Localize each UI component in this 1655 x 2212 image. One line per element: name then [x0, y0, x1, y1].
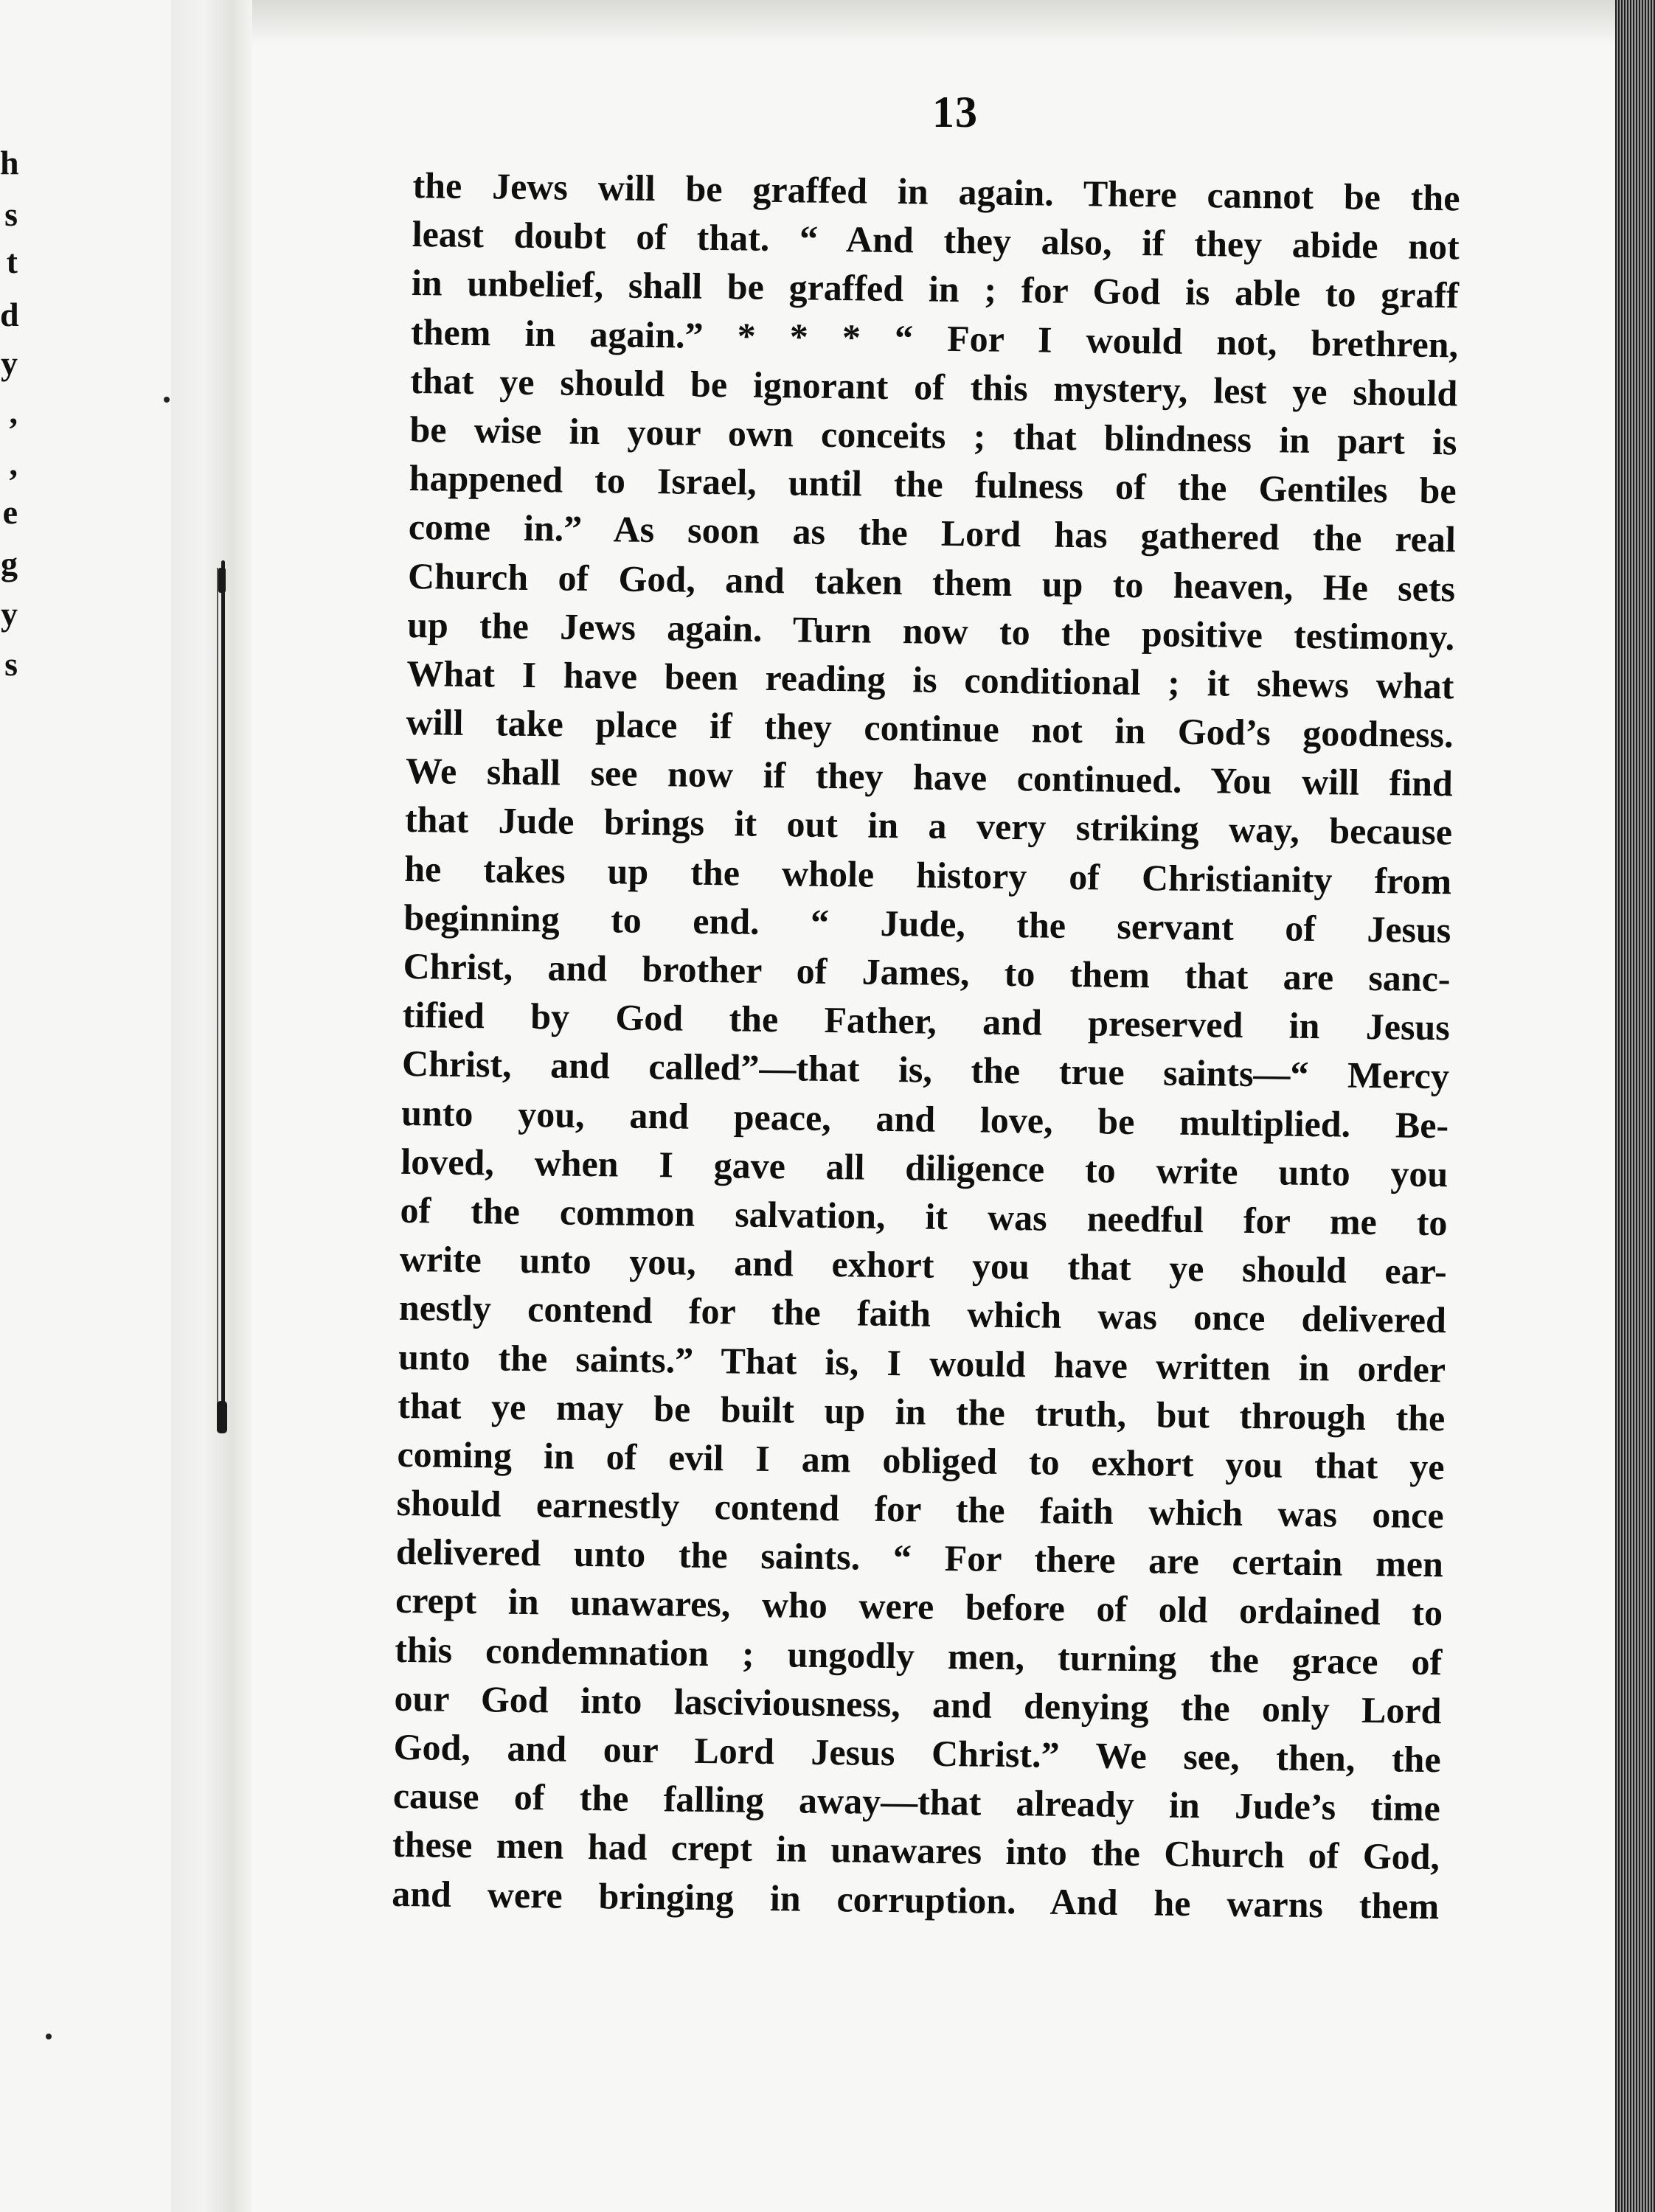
- text-line: unto the saints.” That is, I would have written in order: [398, 1335, 1446, 1390]
- left-page-fragment: y: [1, 344, 18, 382]
- text-line: Christ, and brother of James, to them that are sanc-: [403, 945, 1451, 1000]
- left-page-fragment: ,: [9, 445, 18, 482]
- text-line: of the common salvation, it was needful for me to: [400, 1189, 1448, 1244]
- text-line: he takes up the whole history of Christianity from: [403, 847, 1452, 902]
- ink-speck: [46, 2034, 52, 2039]
- text-line: loved, when I gave all diligence to write unto you: [400, 1140, 1448, 1194]
- text-line: crept in unawares, who were before of old ordained to: [395, 1579, 1443, 1634]
- left-page-fragment: d: [0, 296, 19, 333]
- gutter-binding-line: [221, 560, 225, 1430]
- text-line: happened to Israel, until the fulness of the Gentiles be: [409, 457, 1457, 512]
- text-line: come in.” As soon as the Lord has gathered the real: [408, 506, 1457, 560]
- text-line: God, and our Lord Jesus Christ.” We see, then, the: [393, 1725, 1441, 1781]
- left-page-edge: [0, 0, 171, 2212]
- left-page-fragment: y: [1, 595, 18, 633]
- left-page-fragment: h: [0, 144, 19, 181]
- text-line: this condemnation ; ungodly men, turning the grace of: [394, 1628, 1443, 1683]
- text-line: up the Jews again. Turn now to the positive testimony.: [406, 603, 1455, 658]
- text-line: tified by God the Father, and preserved in Jesus: [402, 994, 1451, 1048]
- text-line: and were bringing in corruption. And he warns them: [391, 1872, 1440, 1927]
- page-number: 13: [932, 88, 978, 136]
- text-line: the Jews will be graffed in again. There cannot be the: [412, 164, 1460, 219]
- text-line: coming in of evil I am obliged to exhort you that ye: [397, 1433, 1445, 1488]
- left-page-fragment: e: [2, 493, 18, 531]
- text-line: that ye may be built up in the truth, but through the: [398, 1384, 1446, 1439]
- text-line: in unbelief, shall be graffed in ; for God is able to graff: [411, 262, 1460, 316]
- text-line: delivered unto the saints. “ For there are certain men: [395, 1531, 1444, 1585]
- text-line: beginning to end. “ Jude, the servant of Jesus: [403, 896, 1451, 951]
- text-line: Christ, and called”—that is, the true saints—“ Mercy: [401, 1043, 1450, 1097]
- gutter-mark: [217, 1401, 227, 1433]
- text-line: that Jude brings it out in a very striking way, because: [404, 799, 1453, 853]
- book-gutter: [171, 0, 252, 2212]
- text-line: these men had crept in unawares into the Church of God,: [392, 1823, 1440, 1878]
- text-line: unto you, and peace, and love, be multiplied. Be-: [400, 1091, 1449, 1146]
- text-line: We shall see now if they have continued. You will find: [405, 750, 1454, 804]
- left-page-fragment: t: [6, 243, 18, 280]
- text-line: that ye should be ignorant of this mystery, lest ye should: [410, 359, 1458, 414]
- text-line: be wise in your own conceits ; that blindness in part is: [409, 408, 1457, 463]
- gutter-mark: [218, 568, 226, 593]
- left-page-fragment: s: [4, 195, 18, 233]
- left-page-fragment: ,: [9, 393, 18, 431]
- text-line: What I have been reading is conditional ; it shews what: [406, 652, 1454, 707]
- text-line: nestly contend for the faith which was once delivered: [398, 1287, 1447, 1341]
- left-page-fragment: s: [4, 645, 18, 683]
- text-line: write unto you, and exhort you that ye should ear-: [399, 1238, 1448, 1293]
- ink-speck: [164, 397, 170, 403]
- page-top-shadow: [252, 0, 1615, 44]
- body-text: [392, 161, 1460, 1930]
- left-page-fragment: g: [1, 545, 18, 582]
- text-line: cause of the falling away—that already in Jude’s time: [392, 1775, 1441, 1829]
- text-line: Church of God, and taken them up to heaven, He sets: [407, 554, 1456, 609]
- text-line: will take place if they continue not in God’s goodness.: [406, 701, 1454, 756]
- text-line: our God into lasciviousness, and denying the only Lord: [394, 1677, 1442, 1732]
- text-line: them in again.” * * * “ For I would not, brethren,: [410, 310, 1459, 365]
- page-stack-edges: [1615, 0, 1655, 2212]
- text-line: least doubt of that. “ And they also, if they abide not: [412, 213, 1460, 268]
- text-line: should earnestly contend for the faith which was once: [396, 1481, 1445, 1537]
- gutter-shadow: [217, 568, 218, 1416]
